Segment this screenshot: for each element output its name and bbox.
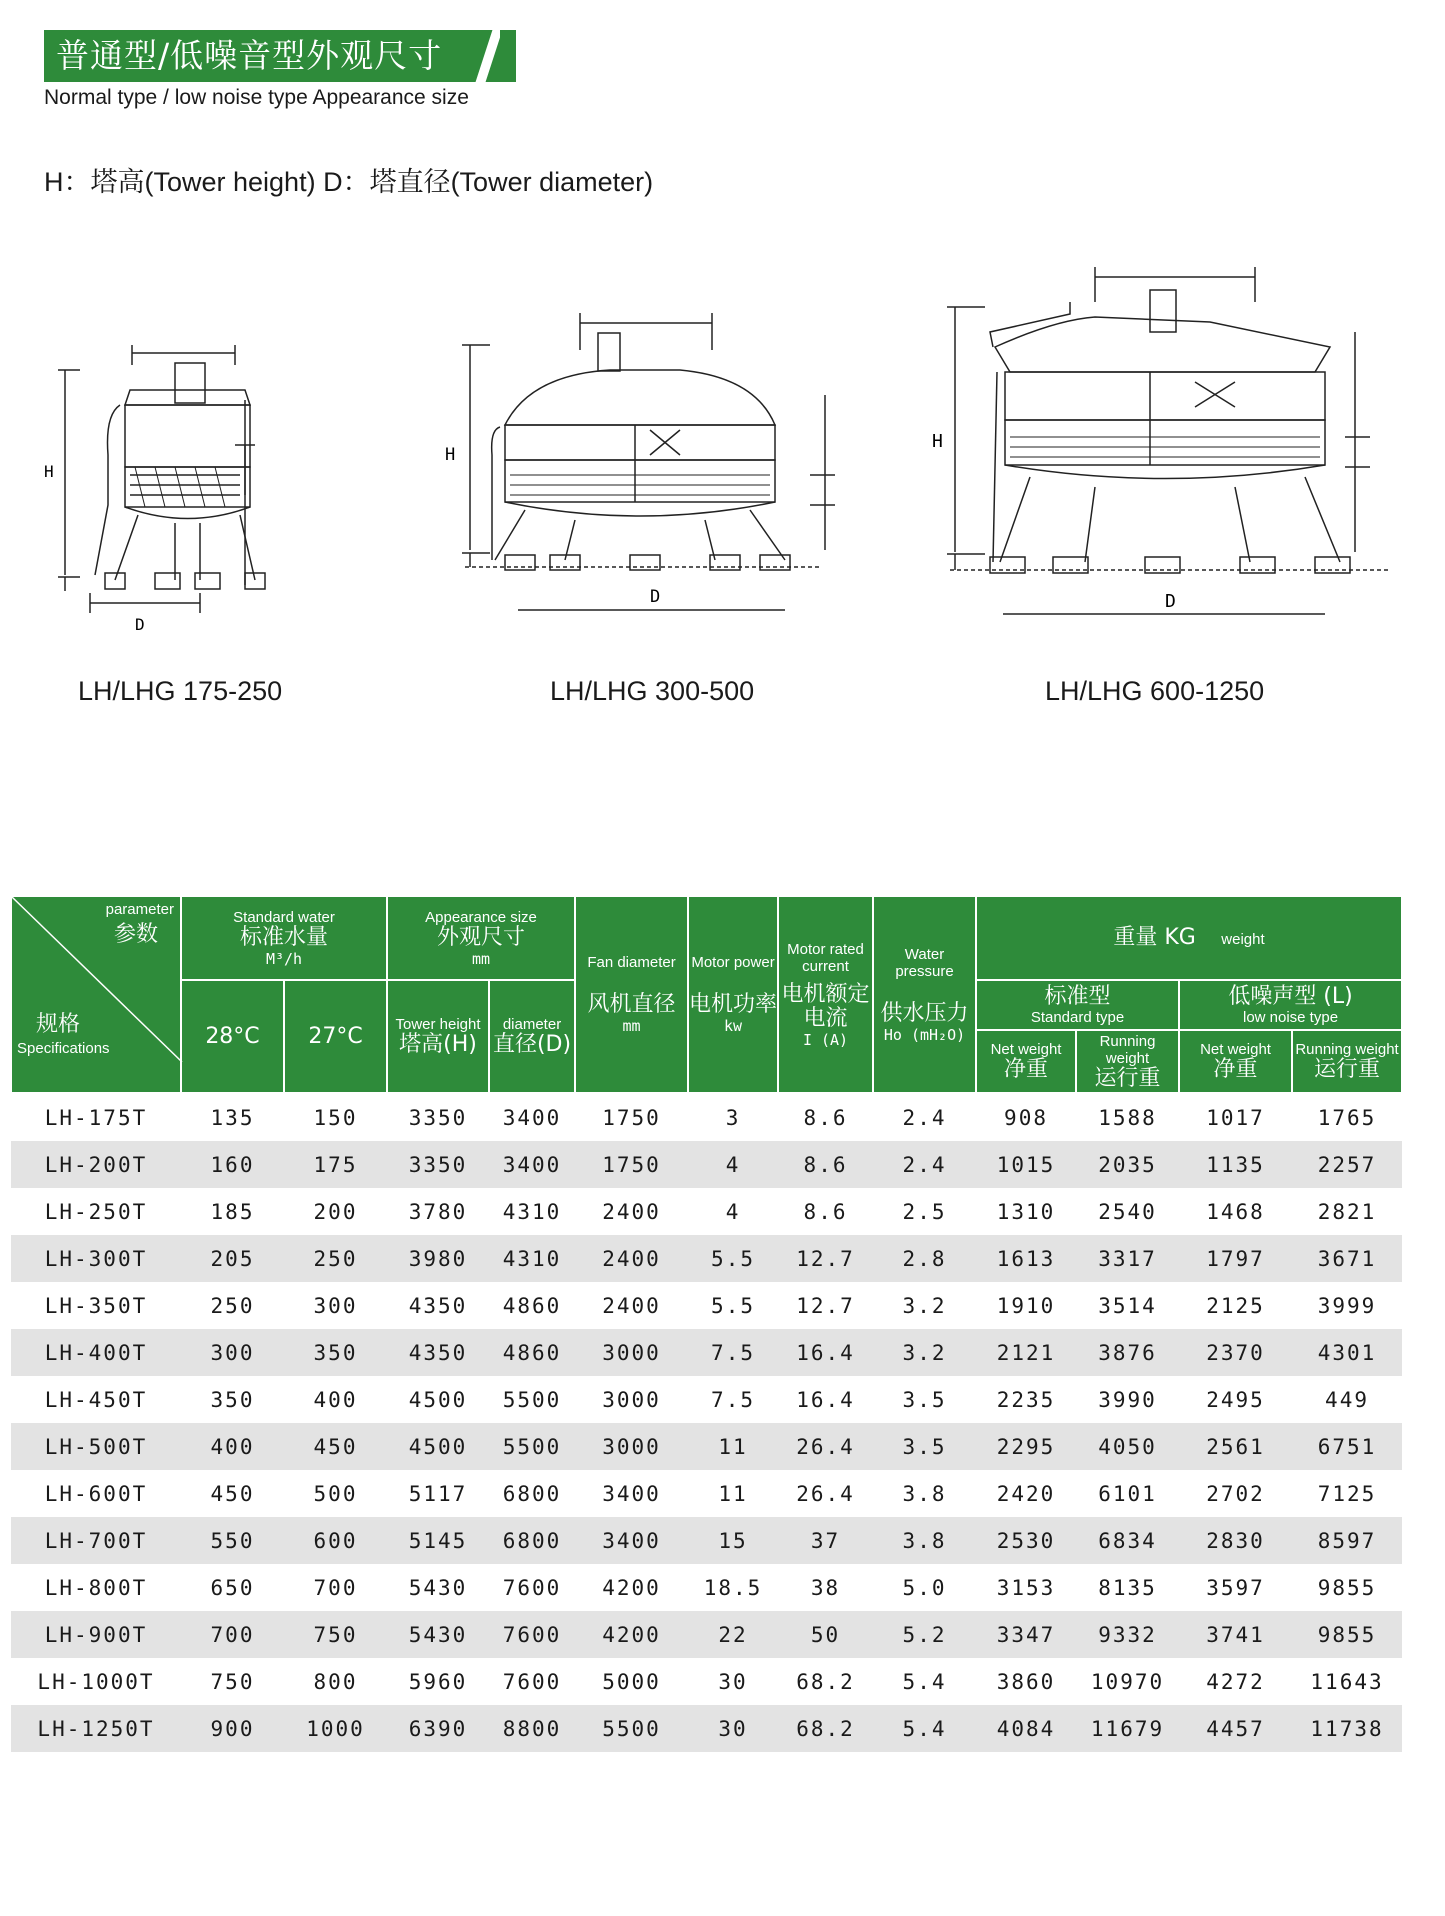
table-cell: 800	[313, 1669, 358, 1694]
table-cell: 4860	[489, 1329, 575, 1376]
table-cell: 4457	[1179, 1705, 1292, 1752]
table-cell: 30	[718, 1669, 748, 1694]
model-cell: LH-175T	[44, 1105, 148, 1130]
table-cell: 3400	[575, 1517, 688, 1564]
table-cell: 3999	[1317, 1293, 1377, 1318]
table-cell: 6800	[489, 1517, 575, 1564]
header-diameter	[489, 980, 575, 1093]
table-cell: 37	[778, 1517, 873, 1564]
table-cell: 750	[210, 1669, 255, 1694]
model-cell: LH-200T	[11, 1141, 181, 1188]
header-pressure-cn: 供水压力	[880, 1000, 969, 1026]
table-cell: 2.4	[873, 1141, 976, 1188]
model-cell: LH-450T	[44, 1387, 148, 1412]
model-cell: LH-300T	[11, 1235, 181, 1282]
table-cell: 8.6	[778, 1141, 873, 1188]
header-tower-height	[387, 980, 489, 1093]
header-std-water-unit: M³/h	[265, 949, 303, 968]
table-cell: 4050	[1076, 1423, 1179, 1470]
title-cn: 普通型/低噪音型外观尺寸	[56, 36, 443, 75]
table-cell: 2540	[1098, 1199, 1157, 1224]
table-cell: 8800	[489, 1705, 575, 1752]
table-cell: 3860	[996, 1669, 1056, 1694]
header-current-unit: I (A)	[802, 1030, 849, 1049]
table-cell: 3000	[575, 1329, 688, 1376]
table-cell: 3.2	[873, 1329, 976, 1376]
table-cell: 26.4	[796, 1481, 855, 1506]
table-cell: 7.5	[711, 1387, 755, 1412]
header-pressure-en: Water pressure	[895, 945, 954, 980]
table-cell: 450	[210, 1481, 255, 1506]
table-cell: 5.4	[873, 1705, 976, 1752]
header-weight	[976, 896, 1402, 980]
table-cell: 3780	[408, 1199, 468, 1224]
table-cell: 4860	[502, 1293, 562, 1318]
table-cell: 2495	[1206, 1387, 1265, 1412]
table-cell: 3514	[1098, 1293, 1157, 1318]
table-cell: 1588	[1098, 1105, 1157, 1130]
table-row	[11, 1611, 1402, 1658]
table-cell: 7125	[1317, 1481, 1377, 1506]
table-cell: 600	[284, 1517, 387, 1564]
table-row	[11, 1564, 1402, 1611]
table-cell: 7600	[502, 1575, 562, 1600]
table-cell: 135	[210, 1105, 255, 1130]
header-27c: 27°C	[284, 980, 387, 1093]
table-cell: 50	[778, 1611, 873, 1658]
header-std-water-cn: 标准水量	[240, 924, 329, 950]
table-cell: 7600	[502, 1669, 562, 1694]
table-cell: 5000	[602, 1669, 661, 1694]
table-cell: 3347	[976, 1611, 1076, 1658]
table-row	[11, 1470, 1402, 1517]
table-cell: 18.5	[703, 1575, 763, 1600]
table-cell: 3.8	[873, 1517, 976, 1564]
header-spec-en: Specifications	[17, 1040, 110, 1057]
table-cell: 1750	[602, 1105, 661, 1130]
header-std-water-en: Standard water	[233, 908, 335, 926]
header-appearance-en: Appearance size	[425, 908, 537, 926]
table-cell: 185	[210, 1199, 255, 1224]
table-cell: 8.6	[803, 1105, 848, 1130]
table-cell: 4084	[976, 1705, 1076, 1752]
table-cell: 2400	[602, 1293, 661, 1318]
table-cell: 300	[181, 1329, 284, 1376]
tower-diagram-medium	[445, 305, 830, 625]
table-cell: 9332	[1076, 1611, 1179, 1658]
model-cell: LH-400T	[11, 1329, 181, 1376]
table-cell: 400	[181, 1423, 284, 1470]
header-fan-diameter	[575, 896, 688, 1093]
header-ln-running-weight: Running weight 运行重	[1292, 1030, 1402, 1093]
tower-diagram-large	[932, 262, 1395, 622]
header-fan-unit: mm	[622, 1017, 641, 1035]
header-parameter-en: parameter	[105, 901, 174, 918]
model-cell: LH-250T	[44, 1199, 148, 1224]
table-cell: 3.5	[873, 1423, 976, 1470]
table-cell: 3990	[1098, 1387, 1157, 1412]
header-lownoise-en: low noise type	[1242, 1008, 1339, 1026]
table-cell: 160	[181, 1141, 284, 1188]
header-diameter-en: diameter	[502, 1016, 562, 1033]
header-rated-current	[778, 896, 873, 1093]
table-row	[11, 1376, 1402, 1423]
table-cell: 2561	[1179, 1423, 1292, 1470]
table-cell: 3000	[602, 1387, 661, 1412]
table-cell: 3671	[1292, 1235, 1402, 1282]
table-cell: 11738	[1292, 1705, 1402, 1752]
header-standard-water	[181, 896, 387, 980]
table-cell: 500	[313, 1481, 358, 1506]
dimension-legend: H：塔高(Tower height) D：塔直径(Tower diameter)	[44, 167, 654, 197]
header-std-net-weight: Net weight 净重	[976, 1030, 1076, 1093]
table-cell: 4310	[489, 1235, 575, 1282]
table-row	[11, 1282, 1402, 1329]
table-cell: 2.8	[873, 1235, 976, 1282]
table-cell: 5430	[387, 1611, 489, 1658]
header-current-cn: 电机额定电流	[781, 981, 870, 1031]
table-cell: 6390	[387, 1705, 489, 1752]
table-cell: 3350	[408, 1105, 468, 1130]
table-cell: 68.2	[796, 1669, 855, 1694]
table-cell: 250	[210, 1293, 255, 1318]
table-cell: 550	[181, 1517, 284, 1564]
table-cell: 150	[313, 1105, 358, 1130]
table-cell: 3.5	[902, 1387, 947, 1412]
table-cell: 10970	[1090, 1669, 1165, 1694]
header-appearance-cn: 外观尺寸	[437, 924, 526, 950]
table-cell: 4500	[387, 1423, 489, 1470]
table-cell: 2830	[1179, 1517, 1292, 1564]
title-tail-decoration	[500, 30, 516, 82]
table-row	[11, 1093, 1402, 1141]
table-cell: 1000	[284, 1705, 387, 1752]
header-diameter-cn: 直径(D)	[492, 1032, 572, 1057]
header-standard-type	[976, 980, 1179, 1030]
table-cell: 1613	[976, 1235, 1076, 1282]
table-cell: 1750	[575, 1141, 688, 1188]
table-row	[11, 1705, 1402, 1752]
table-cell: 3.2	[902, 1293, 947, 1318]
header-low-noise-type	[1179, 980, 1402, 1030]
model-cell: LH-700T	[11, 1517, 181, 1564]
table-cell: 2702	[1206, 1481, 1265, 1506]
table-cell: 3400	[502, 1105, 562, 1130]
table-cell: 6751	[1292, 1423, 1402, 1470]
table-cell: 2530	[976, 1517, 1076, 1564]
table-cell: 2125	[1206, 1293, 1265, 1318]
table-cell: 2400	[575, 1235, 688, 1282]
table-cell: 1310	[996, 1199, 1056, 1224]
model-cell: LH-500T	[11, 1423, 181, 1470]
table-cell: 2235	[996, 1387, 1056, 1412]
table-row	[11, 1329, 1402, 1376]
table-cell: 4200	[575, 1611, 688, 1658]
model-cell: LH-1000T	[37, 1669, 155, 1694]
table-cell: 2420	[996, 1481, 1056, 1506]
table-cell: 38	[810, 1575, 841, 1600]
table-cell: 3980	[387, 1235, 489, 1282]
table-row	[11, 1517, 1402, 1564]
table-cell: 4310	[502, 1199, 562, 1224]
table-cell: 2121	[976, 1329, 1076, 1376]
table-cell: 2295	[976, 1423, 1076, 1470]
header-motor-en: Motor power	[691, 954, 775, 971]
table-cell: 4350	[408, 1293, 468, 1318]
table-cell: 1797	[1179, 1235, 1292, 1282]
table-cell: 11	[718, 1481, 748, 1506]
table-cell: 5500	[502, 1387, 562, 1412]
table-row	[11, 1188, 1402, 1235]
table-cell: 200	[313, 1199, 358, 1224]
table-cell: 3741	[1179, 1611, 1292, 1658]
table-cell: 5500	[489, 1423, 575, 1470]
table-cell: 4	[688, 1141, 778, 1188]
tower-diagram-small	[44, 345, 290, 675]
table-cell: 11643	[1310, 1669, 1384, 1694]
table-cell: 5117	[408, 1481, 468, 1506]
table-cell: 5.5	[688, 1235, 778, 1282]
table-cell: 4500	[408, 1387, 468, 1412]
table-cell: 2257	[1292, 1141, 1402, 1188]
table-cell: 175	[284, 1141, 387, 1188]
page-title	[44, 30, 516, 82]
table-cell: 4272	[1206, 1669, 1265, 1694]
table-cell: 650	[210, 1575, 255, 1600]
table-cell: 12.7	[796, 1293, 855, 1318]
table-cell: 449	[1325, 1387, 1369, 1412]
header-tower-height-en: Tower height	[395, 1016, 481, 1033]
table-cell: 5500	[575, 1705, 688, 1752]
header-appearance-unit: mm	[471, 949, 491, 968]
table-cell: 205	[181, 1235, 284, 1282]
table-cell: 68.2	[778, 1705, 873, 1752]
specifications-table	[10, 895, 1403, 1752]
table-cell: 16.4	[778, 1329, 873, 1376]
table-cell: 5.2	[873, 1611, 976, 1658]
table-cell: 3400	[489, 1141, 575, 1188]
header-fan-en: Fan diameter	[587, 954, 676, 971]
table-cell: 12.7	[778, 1235, 873, 1282]
table-cell: 8597	[1292, 1517, 1402, 1564]
table-cell: 750	[284, 1611, 387, 1658]
table-cell: 3400	[602, 1481, 661, 1506]
h-dimension-label: H	[44, 462, 54, 481]
table-cell: 1017	[1206, 1105, 1265, 1130]
header-current-en: Motor rated current	[787, 940, 864, 975]
table-cell: 11679	[1076, 1705, 1179, 1752]
d-dimension-label: D	[1165, 591, 1176, 612]
table-cell: 4350	[387, 1329, 489, 1376]
table-cell: 1910	[996, 1293, 1056, 1318]
table-cell: 9855	[1292, 1611, 1402, 1658]
table-row	[11, 1141, 1402, 1188]
header-appearance-size	[387, 896, 575, 980]
model-cell: LH-800T	[44, 1575, 148, 1600]
table-cell: 7600	[489, 1611, 575, 1658]
table-cell: 900	[181, 1705, 284, 1752]
header-motor-unit: kw	[723, 1017, 743, 1035]
table-cell: 15	[688, 1517, 778, 1564]
table-cell: 6800	[502, 1481, 562, 1506]
table-cell: 30	[688, 1705, 778, 1752]
table-cell: 4200	[602, 1575, 661, 1600]
table-cell: 3350	[387, 1141, 489, 1188]
diagram-label-medium: LH/LHG 300-500	[550, 676, 755, 706]
header-parameter-spec	[11, 896, 181, 1093]
table-cell: 450	[284, 1423, 387, 1470]
table-cell: 8135	[1098, 1575, 1157, 1600]
table-cell: 3000	[575, 1423, 688, 1470]
header-ln-net-weight: Net weight 净重	[1179, 1030, 1292, 1093]
diagram-label-large: LH/LHG 600-1250	[1045, 676, 1265, 706]
model-cell: LH-600T	[44, 1481, 148, 1506]
h-dimension-label: H	[932, 431, 943, 452]
table-cell: 350	[210, 1387, 255, 1412]
table-cell: 5.5	[711, 1293, 755, 1318]
table-cell: 9855	[1317, 1575, 1377, 1600]
table-cell: 2400	[602, 1199, 661, 1224]
header-standard-en: Standard type	[1030, 1008, 1125, 1026]
table-cell: 1468	[1206, 1199, 1265, 1224]
table-cell: 11	[688, 1423, 778, 1470]
header-std-running-weight: Running weight 运行重	[1076, 1030, 1179, 1093]
header-water-pressure	[873, 896, 976, 1093]
table-cell: 5145	[387, 1517, 489, 1564]
header-weight-cn: 重量 KG	[1113, 925, 1196, 950]
specifications-table-body	[11, 1093, 1402, 1752]
diagram-label-small: LH/LHG 175-250	[78, 676, 283, 706]
table-cell: 700	[181, 1611, 284, 1658]
table-cell: 250	[284, 1235, 387, 1282]
table-cell: 16.4	[796, 1387, 855, 1412]
table-cell: 1765	[1317, 1105, 1377, 1130]
table-cell: 2.4	[902, 1105, 947, 1130]
table-cell: 26.4	[778, 1423, 873, 1470]
table-cell: 1135	[1179, 1141, 1292, 1188]
header-parameter-cn: 参数	[113, 922, 158, 947]
header-motor-cn: 电机功率	[689, 992, 778, 1017]
header-lownoise-cn: 低噪声型 (L)	[1228, 983, 1353, 1009]
table-row	[11, 1423, 1402, 1470]
table-cell: 3317	[1076, 1235, 1179, 1282]
table-cell: 22	[688, 1611, 778, 1658]
table-cell: 400	[313, 1387, 358, 1412]
table-cell: 5.4	[902, 1669, 947, 1694]
header-fan-cn: 风机直径	[587, 992, 676, 1017]
model-cell: LH-350T	[44, 1293, 148, 1318]
table-cell: 4301	[1292, 1329, 1402, 1376]
table-cell: 1015	[976, 1141, 1076, 1188]
header-weight-en: weight	[1221, 931, 1265, 948]
h-dimension-label: H	[445, 445, 456, 465]
table-cell: 4	[725, 1199, 741, 1224]
table-cell: 2.5	[902, 1199, 947, 1224]
table-cell: 700	[313, 1575, 358, 1600]
model-cell: LH-900T	[11, 1611, 181, 1658]
table-cell: 2370	[1179, 1329, 1292, 1376]
header-tower-height-cn: 塔高(H)	[399, 1032, 477, 1057]
table-cell: 908	[1004, 1105, 1048, 1130]
table-cell: 3153	[996, 1575, 1056, 1600]
table-cell: 2821	[1317, 1199, 1377, 1224]
table-cell: 2035	[1076, 1141, 1179, 1188]
table-cell: 6834	[1076, 1517, 1179, 1564]
page-subtitle: Normal type / low noise type Appearance size	[44, 86, 469, 109]
header-28c: 28°C	[181, 980, 284, 1093]
header-spec-cn: 规格	[36, 1012, 81, 1037]
table-cell: 8.6	[803, 1199, 848, 1224]
table-cell: 5430	[408, 1575, 468, 1600]
header-motor-power	[688, 896, 778, 1093]
table-cell: 3597	[1206, 1575, 1265, 1600]
model-cell: LH-1250T	[11, 1705, 181, 1752]
table-row	[11, 1658, 1402, 1705]
header-standard-cn: 标准型	[1044, 983, 1111, 1009]
table-cell: 7.5	[688, 1329, 778, 1376]
d-dimension-label: D	[650, 587, 661, 607]
header-pressure-unit: Ho (mH₂O)	[883, 1025, 966, 1044]
table-cell: 3	[725, 1105, 741, 1130]
table-cell: 5.0	[902, 1575, 947, 1600]
table-cell: 6101	[1098, 1481, 1157, 1506]
d-dimension-label: D	[135, 615, 145, 634]
table-cell: 3876	[1076, 1329, 1179, 1376]
table-cell: 5960	[408, 1669, 468, 1694]
table-cell: 350	[284, 1329, 387, 1376]
table-cell: 3.8	[902, 1481, 947, 1506]
table-row	[11, 1235, 1402, 1282]
table-cell: 300	[313, 1293, 358, 1318]
